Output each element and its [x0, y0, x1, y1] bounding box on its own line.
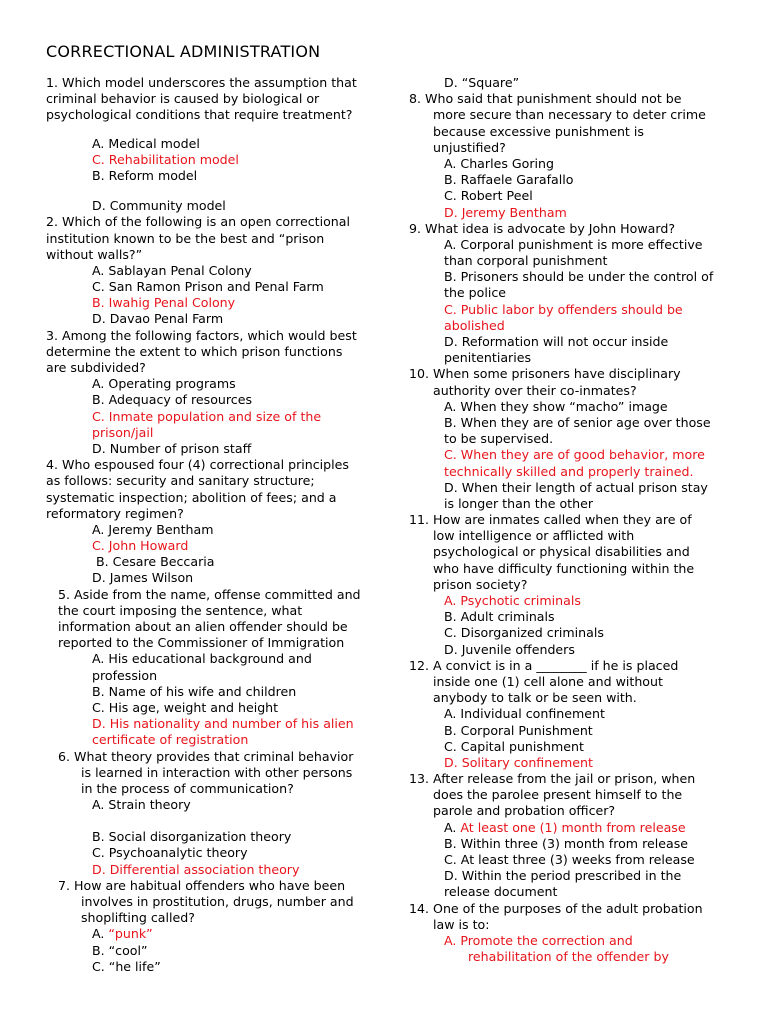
question-text: reported to the Commissioner of Immigration [58, 635, 345, 651]
question-text: authority over their co-inmates? [433, 382, 637, 398]
option: B. Name of his wife and children [92, 683, 297, 699]
option: C. San Ramon Prison and Penal Farm [92, 279, 324, 295]
option: B. When they are of senior age over those [444, 414, 711, 430]
question-text: shoplifting called? [81, 910, 195, 926]
option: A. When they show “macho” image [444, 398, 668, 414]
option: C. Psychoanalytic theory [92, 845, 248, 861]
option: A. Corporal punishment is more effective [444, 236, 703, 252]
option-cont: to be supervised. [444, 431, 554, 447]
option: B. Adequacy of resources [92, 392, 253, 408]
question-text: 7. How are habitual offenders who have been [58, 877, 346, 893]
option: D. Reformation will not occur inside [444, 334, 669, 349]
option: A. Individual confinement [444, 706, 605, 722]
answer-text: At least one (1) month from release [460, 819, 686, 835]
question-text: determine the extent to which prison functions [46, 343, 343, 359]
left-column [46, 75, 376, 975]
option: A. Operating programs [92, 376, 236, 392]
option: C. Capital punishment [444, 738, 584, 754]
answer-option-cont: rehabilitation of the offender by [468, 949, 669, 965]
option: D. Davao Penal Farm [92, 311, 224, 327]
option: A. Medical model [92, 135, 200, 151]
question-text: 10. When some prisoners have disciplinary [409, 366, 681, 382]
answer-option: C. Public labor by offenders should be [444, 301, 683, 317]
answer-option: D. Jeremy Bentham [444, 204, 567, 220]
question-text: because excessive punishment is [433, 123, 644, 139]
question-text: parole and probation officer? [433, 803, 616, 819]
question-text: psychological conditions that require treatment? [46, 107, 353, 123]
question-text: anybody to talk or be seen with. [433, 690, 637, 706]
answer-option: C. Rehabilitation model [92, 151, 239, 167]
question-text: involves in prostitution, drugs, number and [81, 894, 354, 909]
option: B. Social disorganization theory [92, 829, 292, 845]
answer-option-cont: technically skilled and properly trained. [444, 463, 694, 479]
option: B. “cool” [92, 942, 148, 958]
question-text: low intelligence or afflicted with [433, 528, 635, 544]
right-column [409, 75, 729, 965]
question-text: 4. Who espoused four (4) correctional principles [46, 457, 349, 473]
option-letter: A. [444, 819, 461, 835]
option: C. His age, weight and height [92, 699, 279, 715]
option: A. Sablayan Penal Colony [92, 262, 252, 278]
option: A. Jeremy Bentham [92, 521, 214, 537]
option-cont: penitentiaries [444, 350, 532, 366]
question-text: does the parolee present himself to the [433, 787, 683, 803]
answer-option: D. Differential association theory [92, 861, 300, 877]
question-text: 2. Which of the following is an open correctional [46, 214, 350, 230]
question-text: 5. Aside from the name, offense committed and [58, 586, 361, 602]
question-text: prison society? [433, 576, 528, 592]
option [92, 926, 376, 942]
answer-option: D. His nationality and number of his alien [92, 716, 354, 732]
question-1 [46, 75, 376, 124]
question-text: unjustified? [433, 139, 506, 155]
option: D. Juvenile offenders [444, 641, 575, 657]
question-text: who have difficulty functioning within the [433, 560, 695, 576]
option: B. Reform model [92, 167, 198, 183]
option: C. “he life” [92, 958, 161, 974]
option: D. Number of prison staff [92, 440, 252, 456]
question-text: the court imposing the sentence, what [58, 602, 303, 618]
option-cont: profession [92, 667, 158, 683]
question-text: 12. A convict is in a ________ if he is placed [409, 657, 679, 673]
option: C. At least three (3) weeks from release [444, 852, 695, 867]
question-text: institution known to be the best and “prison [46, 230, 325, 246]
question-text: more secure than necessary to deter crime [433, 107, 706, 123]
question-text: 1. Which model underscores the assumption that [46, 75, 357, 90]
option-letter: A. [92, 926, 109, 942]
answer-option-cont: certificate of registration [92, 732, 249, 748]
option: D. “Square” [444, 75, 520, 90]
page-title: CORRECTIONAL ADMINISTRATION [46, 42, 321, 61]
answer-option-cont: prison/jail [92, 424, 154, 440]
question-text: psychological or physical disabilities and [433, 544, 690, 560]
option: D. James Wilson [92, 570, 194, 586]
answer-option: C. Inmate population and size of the [92, 408, 322, 424]
option: B. Prisoners should be under the control of [444, 269, 714, 285]
option-cont: release document [444, 884, 558, 900]
option: D. Within the period prescribed in the [444, 868, 682, 884]
answer-option-cont: abolished [444, 317, 505, 333]
question-text: 9. What idea is advocate by John Howard? [409, 220, 675, 236]
question-text: 14. One of the purposes of the adult probation [409, 900, 703, 916]
answer-option: A. Promote the correction and [444, 932, 633, 948]
question-text: 3. Among the following factors, which would best [46, 327, 357, 343]
question-text: inside one (1) cell alone and without [433, 673, 663, 689]
option: D. When their length of actual prison stay [444, 479, 708, 495]
option: B. Corporal Punishment [444, 722, 593, 738]
question-text: 6. What theory provides that criminal behavior [58, 748, 354, 764]
question-text: reformatory regimen? [46, 505, 184, 521]
option-cont: the police [444, 285, 507, 301]
option: D. Community model [92, 198, 226, 214]
option: A. Charles Goring [444, 155, 554, 171]
question-text: 11. How are inmates called when they are of [409, 512, 692, 528]
answer-option: C. When they are of good behavior, more [444, 447, 705, 463]
question-text: criminal behavior is caused by biological or [46, 91, 320, 107]
question-text: is learned in interaction with other persons [81, 764, 353, 780]
question-text: 8. Who said that punishment should not be [409, 91, 682, 107]
option: A. Strain theory [92, 797, 191, 813]
option: B. Within three (3) month from release [444, 835, 688, 851]
question-text: as follows: security and sanitary structure; [46, 473, 315, 489]
question-text: are subdivided? [46, 360, 146, 375]
answer-option: B. Iwahig Penal Colony [92, 295, 236, 311]
option: C. Robert Peel [444, 188, 533, 204]
option: B. Adult criminals [444, 609, 555, 625]
option-cont: than corporal punishment [444, 253, 608, 269]
answer-option: A. Psychotic criminals [444, 593, 581, 608]
question-text: without walls?” [46, 246, 143, 262]
option-cont: is longer than the other [444, 495, 594, 511]
question-text: systematic inspection; abolition of fees; and a [46, 489, 337, 505]
question-text: 13. After release from the jail or prison, when [409, 771, 696, 787]
option: B. Cesare Beccaria [96, 554, 215, 570]
option: C. Disorganized criminals [444, 625, 604, 641]
question-text: law is to: [433, 916, 490, 932]
question-text: in the process of communication? [81, 780, 294, 796]
option: B. Raffaele Garafallo [444, 172, 574, 188]
question-text: information about an alien offender should be [58, 619, 348, 634]
option [444, 820, 729, 836]
answer-text: “punk” [108, 926, 153, 942]
option: A. His educational background and [92, 651, 312, 667]
answer-option: D. Solitary confinement [444, 754, 593, 770]
answer-option: C. John Howard [92, 538, 189, 554]
